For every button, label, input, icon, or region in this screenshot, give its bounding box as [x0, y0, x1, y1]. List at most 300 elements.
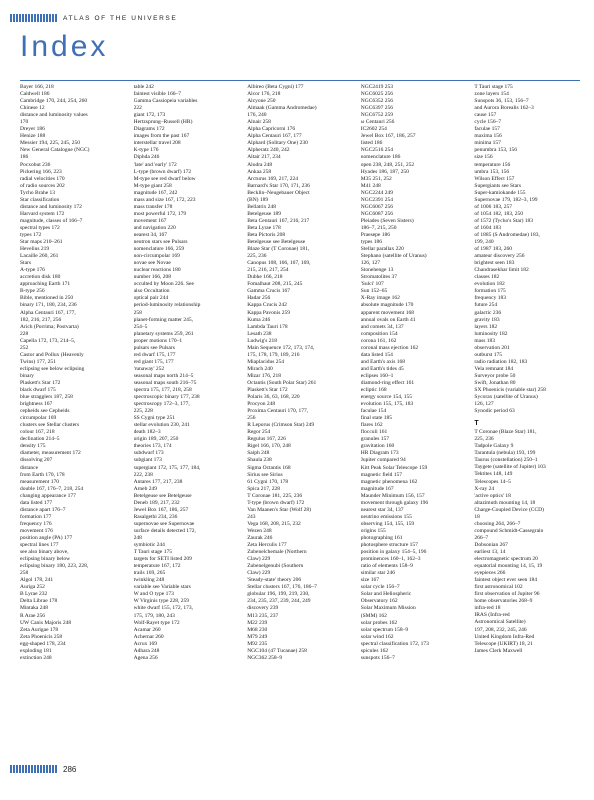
index-entry: Tarantula (nebula) 193, 199	[474, 450, 536, 457]
index-entry: magnitude 167	[360, 485, 394, 492]
index-entry: Acrux 169	[133, 640, 157, 647]
index-entry: magnitude, classes of 166–7	[20, 217, 83, 224]
index-entry: coronal mass ejection 162	[360, 344, 419, 351]
index-entry: giant 172, 173	[133, 112, 166, 119]
index-entry: Alcor 176, 218	[247, 91, 281, 98]
index-entry: Barnard's Star 170, 171, 236	[247, 182, 310, 189]
index-entry: Antares 177, 217, 238	[133, 478, 183, 485]
index-entry: Acamar 260	[133, 626, 161, 633]
index-entry: umbra 153, 156	[474, 168, 510, 175]
index-entry: and Earth's axis 168	[360, 358, 406, 365]
index-columns	[20, 84, 580, 736]
index-entry: 18	[474, 513, 480, 520]
index-entry: Super-kamiokande 155	[474, 189, 526, 196]
index-entry: infra-red 18	[474, 605, 501, 612]
index-entry: and Earth's tides 45	[360, 365, 404, 372]
index-entry: Zeta Phoenicis 258	[20, 633, 63, 640]
index-entry: temperature 167, 172	[133, 563, 181, 570]
index-entry: 248	[133, 535, 142, 541]
index-entry: ω Centauri 256	[360, 119, 395, 126]
index-entry: Betelgeuse see Betelgeuse	[247, 239, 306, 246]
index-entry: Main Sequence 172, 173, 174,	[247, 344, 315, 351]
index-entry: frequency 176	[20, 520, 52, 527]
index-entry: Arich (Porrima; Postvarta)	[20, 323, 79, 330]
index-entry: movement through galaxy 196	[360, 499, 429, 506]
index-entry: spectral classification 172, 173	[360, 640, 429, 647]
index-entry: Wilson Effect 157	[474, 175, 515, 182]
index-entry: frequency 183	[474, 295, 507, 302]
index-entry: James Clerk Maxwell	[474, 647, 523, 654]
index-entry: variable see Variable stars	[133, 584, 191, 591]
index-entry: amateur discovery 256	[474, 253, 525, 260]
index-entry: eyepieces 266	[474, 570, 506, 577]
index-entry: Agena 256	[133, 654, 158, 661]
index-entry: formation 175	[474, 288, 506, 295]
index-entry: Auriga 252	[20, 584, 45, 591]
index-entry: size 167	[360, 577, 379, 584]
index-entry: Gamma Cassiopeia variables	[133, 98, 198, 105]
index-entry: Vela remnant 184	[474, 365, 514, 372]
index-entry: NGC362 258–9	[247, 654, 283, 661]
index-entry: and Aurora Borealis 162–3	[474, 105, 534, 112]
index-entry: size 156	[474, 154, 493, 161]
index-entry: 126, 127	[474, 401, 494, 408]
index-entry: trails 169, 265	[133, 570, 166, 577]
index-entry: Bellatrix 248	[247, 203, 277, 210]
page-title: Index	[20, 30, 109, 63]
index-entry: egg-shaped 178, 234	[20, 640, 66, 647]
index-entry: apparent movement 168	[360, 309, 414, 316]
index-entry: non-circumpolar 169	[133, 253, 180, 260]
index-entry: eclipsing binary 180, 223, 228,	[20, 563, 89, 570]
index-entry: formation 177	[20, 513, 52, 520]
index-entry: B-type 256	[20, 288, 45, 295]
index-entry: Stars	[20, 260, 31, 267]
index-entry: first astronomical 102	[474, 584, 523, 591]
index-column-1	[20, 84, 126, 736]
index-entry: occulted by Moon 226. See	[133, 281, 194, 288]
index-entry: 126, 127	[360, 260, 381, 267]
index-entry: approaching Earth 171	[20, 281, 71, 288]
index-entry: Proxima Centauri 170, 177,	[247, 408, 309, 415]
index-entry: Alpheratz 240, 242	[247, 147, 290, 154]
index-entry: 258	[20, 570, 29, 577]
index-entry: planetary systems 259, 261	[133, 330, 194, 337]
index-entry: Supergiants see Stars	[474, 182, 522, 189]
index-entry: Regulus 167, 226	[247, 436, 286, 443]
index-entry: Alpha Capricorni 176	[247, 126, 296, 133]
index-entry: Zeta Aurigae 178	[20, 626, 59, 633]
index-entry: Achernar 260	[133, 633, 164, 640]
index-entry: gravitation 160	[360, 443, 395, 450]
index-entry: distance and luminosity 172	[20, 203, 82, 210]
index-entry: Alpha Centauri 167, 177	[247, 133, 302, 140]
index-entry: Twins) 177, 251	[20, 358, 56, 365]
index-entry: Mirach 240	[247, 365, 273, 372]
index-entry: Praesepe 186	[360, 231, 390, 238]
index-entry: 225, 236	[474, 436, 494, 443]
section-letter: T	[474, 420, 479, 428]
index-entry: Beta Lyrae 178	[247, 224, 281, 231]
index-entry: gravity 183	[474, 316, 500, 323]
index-entry: Solar Maximum Mission	[360, 605, 416, 612]
index-entry: penumbra 153, 156	[474, 147, 518, 154]
index-entry: Dreyer 186	[20, 126, 45, 133]
index-entry: Polaris 36, 63, 168, 220	[247, 394, 300, 401]
index-entry: 'active optics' 18	[474, 492, 511, 499]
index-entry: of radio sources 202	[20, 182, 65, 189]
index-entry: movement 176	[20, 527, 53, 534]
index-entry: Hevelius 219	[20, 246, 50, 253]
index-entry: 'runaway' 252	[133, 365, 165, 372]
index-entry: Aludra 248	[247, 161, 273, 168]
index-entry: Procyon 248	[247, 401, 276, 408]
index-entry: Messier 194, 225, 245, 250	[20, 140, 81, 147]
index-entry: Chandrasekhar limit 182	[474, 267, 529, 274]
index-entry: Capella 172, 173, 214–5,	[20, 337, 76, 344]
index-entry: Kitt Peak Solar Telescope 159	[360, 464, 428, 471]
index-entry: position in galaxy 154–5, 196	[360, 549, 427, 556]
index-entry: Zubenelchemale (Northern	[247, 549, 307, 556]
index-entry: New General Catalogue (NGC)	[20, 147, 90, 154]
index-entry: ratio of elements 158–9	[360, 563, 413, 570]
index-entry: discovery 239	[247, 605, 279, 612]
index-entry: clusters see Stellar clusters	[20, 422, 80, 429]
index-entry: Dobsonian 267	[474, 541, 508, 548]
index-entry: Van Maanen's Star (Wolf 28)	[247, 506, 311, 513]
index-entry: 175, 179, 180, 243	[133, 612, 175, 619]
index-entry: similar star 246	[360, 570, 396, 577]
header-bar-marks	[10, 14, 57, 22]
index-entry: types 172	[20, 231, 42, 238]
index-entry: spectra 175, 177, 218, 258	[133, 387, 192, 394]
index-entry: 197, 208, 232, 245, 246	[474, 626, 527, 633]
page-number: 286	[63, 764, 77, 774]
index-entry: M92 235	[247, 640, 268, 647]
index-entry: faintest visible 166–7	[133, 91, 181, 98]
index-entry: Deneb 189, 217, 232	[133, 499, 180, 506]
index-entry: eclipsing see below eclipsing	[20, 365, 85, 372]
index-entry: ecliptic 168	[360, 387, 387, 394]
index-entry: data listed 177	[20, 499, 53, 506]
index-entry: 256	[247, 415, 256, 422]
index-entry: Hadar 256	[247, 295, 271, 302]
index-entry: Taurus (constellation) 250–1	[474, 457, 538, 464]
index-entry: 170	[20, 119, 29, 126]
index-column-5	[474, 84, 580, 736]
index-entry: Tadpole Galaxy 9	[474, 443, 514, 450]
index-entry: exploding 181	[20, 647, 52, 654]
index-entry: Sirius see Sirius	[247, 471, 283, 478]
index-entry: death 182–3	[133, 429, 161, 436]
index-column-4	[361, 84, 467, 736]
index-entry: declination 214–5	[20, 436, 60, 443]
index-entry: Synodic period 63	[474, 408, 515, 415]
index-entry: extinction 248	[20, 654, 52, 661]
index-entry: mass 183	[474, 337, 496, 344]
index-entry: 222	[133, 105, 142, 112]
index-entry: Taygete (satellite of Jupiter) 103	[474, 464, 546, 471]
index-entry: Tektites 148, 149	[474, 471, 513, 478]
index-entry: 'Steady-state' theory 206	[247, 577, 302, 584]
index-entry: magnitude 167, 242	[133, 189, 178, 196]
index-entry: annual ovals on Earth 41	[360, 316, 416, 323]
index-entry: table 242	[133, 84, 154, 90]
index-entry: density 175	[20, 443, 46, 450]
index-entry: composition 154	[360, 330, 398, 337]
index-entry: Supernovae 179, 182–3, 199	[474, 196, 538, 203]
index-entry: eclipsing binary below	[20, 556, 71, 563]
index-entry: supergiant 172, 175, 177, 184,	[133, 464, 201, 471]
index-entry: Jupiter compared 94	[360, 457, 406, 464]
index-entry: spectral lines 177	[20, 542, 59, 549]
index-entry: altazimuth mounting 14, 18	[474, 499, 536, 506]
index-entry: Adhara 248	[133, 647, 160, 654]
index-entry: Zeta Herculis 177	[247, 542, 287, 549]
index-entry: Almaak (Gamma Andromedae)	[247, 105, 317, 112]
index-entry: Altair 217, 234	[247, 154, 281, 161]
index-entry: Algol 178, 241	[20, 577, 54, 584]
index-entry: spectroscopic binary 177, 238	[133, 394, 200, 401]
index-entry: Telescope (UKIRT) 18, 21	[474, 640, 533, 647]
index-entry: movement 167	[133, 217, 167, 224]
index-entry: prominences 160–1, 162–3	[360, 556, 421, 563]
index-entry: zone layers 154	[474, 91, 509, 98]
index-entry: layers 182	[474, 323, 498, 330]
index-entry: distance apart 176–7	[20, 506, 66, 513]
index-entry: cepheids see Cepheids	[20, 408, 70, 415]
index-entry: nearest 34, 167	[133, 231, 168, 238]
index-entry: diameter, measurement 172	[20, 450, 81, 457]
index-entry: accretion disk 180	[20, 274, 61, 281]
index-entry: Harvard system 172	[20, 210, 65, 217]
index-entry: cause 157	[474, 112, 497, 119]
index-entry: magnetic phenomena 162	[360, 478, 418, 485]
footer	[10, 763, 76, 775]
index-entry: Zubenelgenubi (Southern	[247, 563, 304, 570]
index-entry: Wolf-Rayet type 172	[133, 619, 180, 626]
index-entry: mass transfer 178	[133, 203, 173, 210]
index-entry: Lambda Tauri 178	[247, 323, 288, 330]
index-entry: globular 196, 199, 219, 230,	[247, 591, 310, 598]
index-entry: Albireo (Beta Cygni) 177	[247, 84, 304, 90]
index-entry: Cambridge 170, 244, 254, 260	[20, 98, 88, 105]
index-entry: faculae 154	[360, 408, 387, 415]
index-entry: equatorial mounting 14, 15, 19	[474, 563, 543, 570]
index-entry: absolute magnitude 170	[360, 302, 414, 309]
index-entry: Hyades 186, 187, 250	[360, 168, 409, 175]
index-entry: outburst 175	[474, 351, 503, 358]
index-entry: Delta Librae 178	[20, 598, 58, 605]
index-entry: Diphda 246	[133, 154, 160, 161]
index-entry: Alpha Centauri 167, 177,	[20, 309, 76, 316]
index-entry: Solar and Heliospheric	[360, 591, 412, 598]
index-entry: Kappa Pavonis 259	[247, 309, 290, 316]
index-entry: circumpolar 169	[20, 415, 57, 422]
index-entry: Star maps 210–261	[20, 239, 63, 246]
index-entry: proper motions 170–1	[133, 337, 183, 344]
index-entry: also Occultation	[133, 288, 170, 295]
index-entry: listed 186	[360, 140, 383, 147]
index-entry: HR Diagram 173	[360, 450, 399, 457]
index-entry: Charge-Coupled Device (CCD)	[474, 506, 544, 513]
index-entry: Caldwell 186	[20, 91, 50, 98]
index-entry: nuclear reactions 180	[133, 267, 181, 274]
index-entry: home observatories 268–9	[474, 598, 533, 605]
index-entry: Stellar parallax 220	[360, 246, 404, 253]
index-entry: solar wind 162	[360, 633, 394, 640]
index-entry: Jewel Box 167, 186, 257	[360, 133, 416, 140]
index-entry: Jewel Box 167, 186, 257	[133, 506, 189, 513]
index-entry: NGC6067 256	[360, 203, 394, 210]
index-entry: Claw) 229	[247, 556, 271, 563]
index-entry: magnetic field 157	[360, 471, 403, 478]
index-entry: pulsars see Pulsars	[133, 344, 175, 351]
index-entry: Tycho Brahe 13	[20, 189, 56, 196]
index-entry: changing appearance 177	[20, 492, 76, 499]
index-entry: from Earth 170, 178	[20, 471, 65, 478]
index-entry: 228	[20, 330, 29, 337]
index-entry: M68 230	[247, 626, 268, 633]
index-entry: Chinese 12	[20, 105, 45, 112]
index-entry: solar cycle 156–7	[360, 584, 400, 591]
index-entry: Canopus 108, 166, 167, 169,	[247, 260, 311, 267]
index-entry: (SMM) 162	[360, 612, 387, 619]
index-entry: faintest object ever seen 184	[474, 577, 538, 584]
index-entry: novae see Novae	[133, 260, 171, 267]
index-entry: spectral types 172	[20, 224, 60, 231]
index-entry: Plaskett's Star 172	[247, 387, 288, 394]
index-entry: sunspots 156–7	[360, 654, 395, 661]
index-entry: NGC6397 256	[360, 105, 394, 112]
index-entry: 225, 236	[247, 253, 267, 260]
index-entry: compound Schmidt-Cassegrain	[474, 527, 544, 534]
index-entry: NGC104 (47 Tucanae) 258	[247, 647, 307, 654]
index-entry: spicules 162	[360, 647, 389, 654]
index-entry: dissolving 207	[20, 457, 53, 464]
index-entry: of 1572 (Tycho's Star) 183	[474, 217, 534, 224]
index-entry: classes 182	[474, 274, 500, 281]
index-entry: of 1054 182, 183, 250	[474, 210, 523, 217]
index-entry: Plaskett's Star 172	[20, 379, 61, 386]
index-entry: M-type giant 258	[133, 182, 172, 189]
index-entry: double 167, 176–7, 218, 254	[20, 485, 84, 492]
index-entry: earliest 13, 14	[474, 549, 506, 555]
index-entry: 254–5	[133, 323, 148, 330]
index-entry: X-Ray image 162	[360, 295, 400, 302]
index-entry: Stromatolites 37	[360, 274, 398, 281]
index-entry: twinkling 248	[133, 577, 165, 584]
index-entry: Alphard (Solitary One) 230	[247, 140, 308, 147]
index-entry: white dwarf 155, 172, 173,	[133, 605, 194, 612]
index-entry: evolution 155, 175, 183	[360, 401, 414, 408]
index-entry: subgiant 173	[133, 457, 162, 464]
index-entry: Sigma Octantis 168	[247, 464, 291, 471]
index-entry: M79 249	[247, 633, 268, 640]
index-entry: NGC2244 249	[360, 189, 394, 196]
index-entry: binary 171, 180, 234, 236	[20, 302, 77, 309]
index-entry: stellar evolution 230, 241	[133, 422, 190, 429]
index-entry: Spica 217, 228	[247, 485, 281, 492]
index-entry: Surveyor probe 50	[474, 372, 516, 379]
index-entry: flocculi 161	[360, 429, 388, 436]
index-entry: Mizar 176, 218	[247, 372, 281, 379]
index-entry: United Kingdom Infra-Red	[474, 633, 535, 640]
index-entry: Miaplacidus 254	[247, 358, 285, 365]
index-entry: SX Phoenicis (variable star) 258	[474, 387, 546, 394]
index-entry: IRAS (Infra-red	[474, 612, 510, 619]
index-entry: Astronomical Satellite)	[474, 619, 526, 626]
index-entry: Rasalgethi 234, 236	[133, 513, 178, 520]
index-entry: A-type 176	[20, 267, 45, 274]
index-entry: diamond-ring effect 161	[360, 379, 415, 386]
index-entry: IC2602 254	[360, 126, 387, 133]
index-entry: NGC6025 256	[360, 91, 394, 98]
index-entry: R Leporus (Crimson Star) 249	[247, 422, 315, 429]
index-entry: 175, 178, 179, 189, 216	[247, 351, 300, 358]
index-entry: T Coronae 181, 225, 236	[247, 492, 303, 499]
index-entry: (BN) 189	[247, 196, 269, 203]
index-entry: granules 157	[360, 436, 390, 443]
index-entry: theories 173, 174	[133, 443, 172, 450]
index-entry: faculae 157	[474, 126, 500, 133]
index-entry: Octantis (South Polar Star) 261	[247, 379, 317, 386]
index-entry: 186	[20, 154, 29, 161]
index-entry: radial velocities 170	[20, 175, 65, 182]
index-entry: T-type (brown dwarf) 172	[247, 499, 305, 506]
index-entry: Stephano (satellite of Uranus)	[360, 253, 427, 260]
index-column-3	[247, 84, 353, 736]
index-entry: colour 167, 218	[20, 429, 55, 436]
index-entry: NGC2391 254	[360, 196, 394, 203]
index-entry: Saiph 248	[247, 450, 270, 457]
index-entry: and navigation 220	[133, 224, 176, 231]
index-entry: M13 235, 237	[247, 612, 279, 619]
index-entry: final state 185	[360, 415, 392, 422]
index-entry: Alnair 258	[247, 119, 271, 126]
index-entry: Sunspots 36, 153, 156–7	[474, 98, 529, 105]
index-entry: Regor 254	[247, 429, 271, 436]
index-entry: galactic 236	[474, 309, 502, 316]
index-entry: choosing 264, 266–7	[474, 520, 521, 527]
index-entry: Vega 168, 208, 215, 232	[247, 520, 301, 527]
index-entry: 215, 216, 217, 254	[247, 267, 289, 274]
index-entry: 'late' and 'early' 172	[133, 161, 177, 168]
index-entry: Kappa Crucis 242	[247, 302, 287, 309]
index-entry: Rigel 166, 170, 248	[247, 443, 291, 450]
index-entry: 243	[247, 513, 256, 520]
index-entry: W and O type 173	[133, 591, 174, 598]
index-entry: Zaurak 246	[247, 535, 273, 541]
index-entry: Stonehenge 13	[360, 267, 394, 274]
index-entry: Pickering 166, 223	[20, 168, 62, 175]
index-entry: targets for SETI listed 209	[133, 556, 192, 563]
index-entry: Ankaa 258	[247, 168, 272, 175]
index-entry: 61 Cygni 170, 178	[247, 478, 289, 485]
index-entry: future 254	[474, 302, 498, 309]
index-entry: SS Cygni type 251	[133, 415, 176, 422]
index-entry: distance and luminosity values	[20, 112, 88, 119]
index-entry: solar spectrum 158–9	[360, 626, 409, 633]
index-entry: observation 201	[474, 344, 510, 351]
index-entry: measurement 170	[20, 478, 59, 485]
index-entry: data listed 154	[360, 351, 393, 358]
running-header	[10, 12, 210, 24]
index-entry: Sycorax (satellite of Uranus)	[474, 394, 538, 401]
index-entry: brightness 167	[20, 401, 53, 408]
index-entry: K-type 176	[133, 147, 159, 154]
index-entry: photographing 161	[360, 535, 403, 541]
